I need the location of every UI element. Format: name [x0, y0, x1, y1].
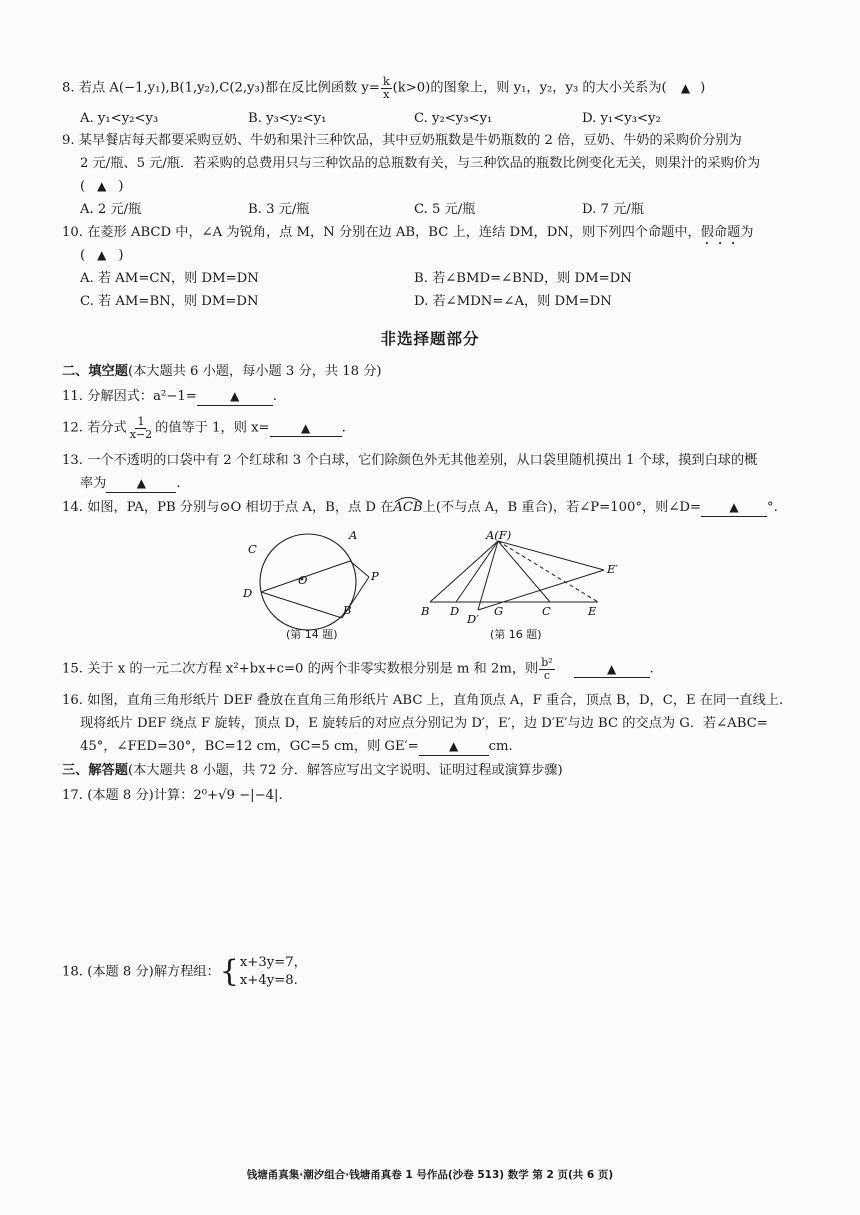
- option-c: C. y₂<y₃<y₁: [414, 111, 493, 126]
- question-9-line3: ( ▲ ): [80, 179, 124, 194]
- question-11: 11. 分解因式：a²−1= ▲ .: [62, 389, 277, 404]
- answer-blank[interactable]: ▲: [419, 739, 489, 756]
- side-fd: [456, 541, 498, 602]
- option-b: B. 若∠BMD=∠BND，则 DM=DN: [414, 271, 632, 286]
- label-b: B: [421, 604, 430, 618]
- question-18: 18. (本题 8 分)解方程组： { x+3y=7， x+4y=8.: [62, 953, 307, 989]
- question-13-line1: 13. 一个不透明的口袋中有 2 个红球和 3 个白球，它们除颜色外无其他差别，从口袋里随机摸出 1 个球，摸到白球的概: [62, 453, 758, 468]
- section-title: 非选择题部分: [380, 330, 480, 348]
- question-17: 17. (本题 8 分)计算：2⁰+√9 −|−4|.: [62, 788, 283, 803]
- option-b: B. y₃<y₂<y₁: [248, 111, 327, 126]
- answer-blank[interactable]: ▲: [197, 389, 273, 406]
- page-footer: 钱塘甬真集·潮汐组合·钱塘甬真卷 1 号作品(沙卷 513) 数学 第 2 页(共 6 页): [246, 1169, 614, 1181]
- answer-blank[interactable]: ▲: [106, 476, 176, 493]
- option-a: A. 2 元/瓶: [80, 202, 142, 217]
- side-ab: [430, 541, 498, 602]
- side-ac: [498, 541, 550, 602]
- question-16-line1: 16. 如图，直角三角形纸片 DEF 叠放在直角三角形纸片 ABC 上，直角顶点 A，F 重合，顶点 B，D，C，E 在同一直线上.: [62, 693, 784, 708]
- tangent-pa: [350, 561, 369, 577]
- question-stem: 若点 A(−1,y₁),B(1,y₂),C(2,y₃)都在反比例函数 y=: [78, 80, 380, 96]
- answer-mark: ▲: [97, 179, 107, 193]
- circle-o: [260, 534, 356, 630]
- fraction: $\frac{\text{b²}}{c}$: [541, 656, 553, 682]
- side-fe-prime: [498, 541, 604, 570]
- label-c: C: [542, 604, 551, 618]
- question-stem-end: (k>0)的图象上，则 y₁，y₂，y₃ 的大小关系为(: [392, 80, 667, 96]
- label-d: D: [450, 604, 460, 618]
- question-15: 15. 关于 x 的一元二次方程 x²+bx+c=0 的两个非零实数根分别是 m 和 2m，则 $\frac{\text{b²}}{c}$ ▲ .: [62, 656, 654, 682]
- label-d: D: [243, 586, 253, 600]
- option-d: D. 7 元/瓶: [582, 202, 644, 217]
- fraction: $\frac{k}{x}$: [382, 75, 390, 101]
- label-e-prime: E′: [607, 562, 619, 576]
- answer-blank[interactable]: ▲: [574, 662, 650, 679]
- question-14: 14. 如图，PA，PB 分别与⊙O 相切于点 A，B，点 D 在 ACB上(不与点 A，B 重合)，若∠P=100°，则∠D= ▲ °.: [62, 498, 778, 518]
- label-c: C: [248, 542, 257, 556]
- question-16-line3: 45°，∠FED=30°，BC=12 cm，GC=5 cm，则 GE′= ▲ cm.: [80, 739, 513, 754]
- side-fe-dashed: [498, 541, 598, 602]
- equation-1: x+3y=7，: [239, 955, 307, 970]
- option-d: D. 若∠MDN=∠A，则 DM=DN: [414, 294, 612, 309]
- option-c: C. 5 元/瓶: [414, 202, 476, 217]
- option-d: D. y₁<y₃<y₂: [582, 111, 661, 126]
- label-e: E: [588, 604, 597, 618]
- figure-14-caption: (第 14 题): [286, 628, 338, 641]
- figure-16: [418, 530, 633, 630]
- label-b: B: [343, 603, 352, 617]
- figure-16-caption: (第 16 题): [490, 628, 542, 641]
- side-fd-prime: [478, 541, 498, 610]
- fraction: $\frac{1}{x-2}$: [129, 415, 153, 441]
- question-16-line2: 现将纸片 DEF 绕点 F 旋转，顶点 D，E 旋转后的对应点分别记为 D′，E′，边 D′E′与边 BC 的交点为 G．若∠ABC=: [80, 716, 768, 731]
- question-8: 8. 若点 A(−1,y₁),B(1,y₂),C(2,y₃)都在反比例函数 y= $\frac{k}{x}$ (k>0)的图象上，则 y₁，y₂，y₃ 的大小关系为( ▲ ): [62, 75, 706, 101]
- label-o: O: [298, 573, 308, 587]
- answer-mark: ▲: [97, 248, 107, 262]
- option-a: A. y₁<y₂<y₃: [80, 111, 159, 126]
- label-a: A: [349, 528, 358, 542]
- equation-system: { x+3y=7， x+4y=8.: [219, 953, 307, 989]
- label-g: G: [494, 604, 504, 618]
- option-a: A. 若 AM=CN，则 DM=DN: [80, 271, 259, 286]
- chord-db: [261, 592, 342, 618]
- question-12: 12. 若分式 $\frac{1}{x-2}$ 的值等于 1，则 x= ▲ .: [62, 415, 346, 441]
- label-d-prime: D′: [467, 612, 479, 626]
- equation-2: x+4y=8.: [239, 972, 298, 988]
- arc-label: ACB: [393, 498, 422, 518]
- answer-blank[interactable]: ▲: [701, 500, 767, 517]
- label-af: A(F): [486, 530, 512, 542]
- option-b: B. 3 元/瓶: [248, 202, 310, 217]
- part3-heading: 三、解答题(本大题共 8 小题，共 72 分．解答应写出文字说明、证明过程或演算步骤): [62, 763, 563, 778]
- question-10-line2: ( ▲ ): [80, 248, 124, 263]
- arc-icon: [393, 495, 423, 503]
- emphasized-text: 假命题: [700, 225, 741, 240]
- part2-heading: 二、填空题(本大题共 6 小题，每小题 3 分，共 18 分): [62, 364, 382, 379]
- answer-mark: ▲: [680, 80, 691, 95]
- question-9-line2: 2 元/瓶、5 元/瓶．若采购的总费用只与三种饮品的总瓶数有关，与三种饮品的瓶数比例变化无关，则果汁的采购价为: [80, 156, 761, 171]
- question-10-line1: 10. 在菱形 ABCD 中，∠A 为锐角，点 M，N 分别在边 AB，BC 上，连结 DM，DN，则下列四个命题中，假命题为: [62, 225, 754, 240]
- label-p: P: [371, 569, 379, 583]
- answer-blank[interactable]: ▲: [270, 421, 342, 438]
- question-9-line1: 9. 某早餐店每天都要采购豆奶、牛奶和果汁三种饮品，其中豆奶瓶数是牛奶瓶数的 2 倍，豆奶、牛奶的采购价分别为: [62, 133, 742, 148]
- option-c: C. 若 AM=BN，则 DM=DN: [80, 294, 259, 309]
- question-13-line2: 率为 ▲ .: [80, 476, 181, 491]
- question-number: 8.: [62, 80, 75, 96]
